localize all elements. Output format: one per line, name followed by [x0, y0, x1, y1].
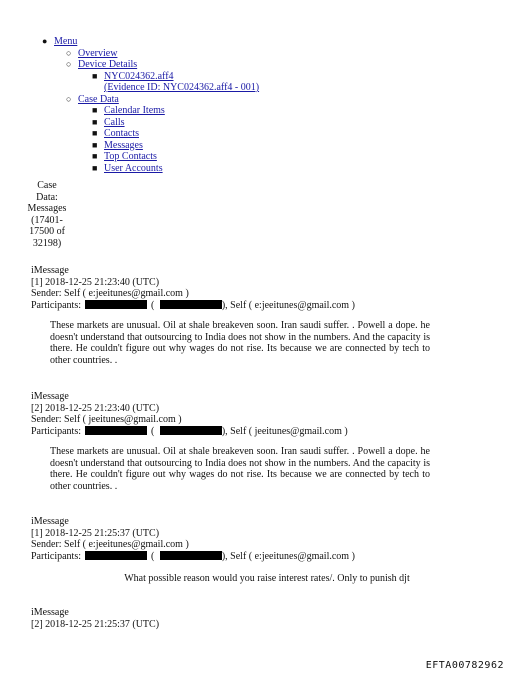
redaction-block — [160, 426, 222, 435]
circle-bullet-icon: ○ — [66, 59, 72, 69]
participants-self: ), Self ( e:jeeitunes@gmail.com ) — [221, 299, 355, 311]
message-participants — [31, 426, 491, 438]
message-type: iMessage — [31, 391, 69, 402]
message-participants — [31, 551, 491, 563]
square-bullet-icon: ■ — [92, 105, 98, 115]
circle-bullet-icon: ○ — [66, 47, 72, 58]
circle-bullet-icon: ○ — [66, 93, 72, 104]
redaction-block — [85, 300, 147, 309]
calls-link[interactable]: Calls — [104, 116, 125, 128]
message-header: [2] 2018-12-25 21:23:40 (UTC) — [31, 402, 160, 414]
messages-link[interactable]: Messages — [104, 139, 143, 151]
nav-top-contacts — [92, 151, 259, 163]
nav-calls — [92, 116, 259, 129]
disc-bullet-icon: ● — [42, 36, 48, 46]
participants-open: ( — [151, 299, 155, 311]
message-sender: Sender: Self ( e:jeeitunes@gmail.com ) — [31, 288, 189, 299]
document-id: EFTA00782962 — [425, 660, 504, 671]
nav-device-details — [66, 59, 260, 94]
square-bullet-icon: ■ — [92, 128, 98, 138]
evidence-id: (Evidence ID: NYC024362.aff4 - 001) — [104, 82, 260, 93]
nav-device-file — [92, 70, 260, 94]
square-bullet-icon: ■ — [92, 162, 98, 173]
square-bullet-icon: ■ — [92, 151, 98, 161]
nav-menu — [42, 36, 260, 174]
message-body: What possible reason would you raise interest rates/. Only to punish djt — [124, 573, 410, 584]
message-header: [1] 2018-12-25 21:25:37 (UTC) — [31, 527, 160, 539]
overview-link[interactable]: Overview — [78, 47, 118, 59]
device-file-link[interactable] — [104, 71, 259, 94]
case-label-line: 17500 of — [29, 226, 65, 238]
redaction-block — [85, 426, 147, 435]
message-entry — [31, 607, 491, 630]
contacts-link[interactable]: Contacts — [104, 128, 139, 139]
nav-overview — [66, 47, 259, 60]
message-sender: Sender: Self ( jeeitunes@gmail.com ) — [31, 414, 182, 425]
nav-tree — [42, 36, 260, 174]
user-accounts-link[interactable]: User Accounts — [104, 162, 163, 174]
nav-messages — [92, 139, 259, 152]
message-type: iMessage — [31, 516, 69, 527]
participants-open: ( — [151, 550, 155, 562]
nav-user-accounts — [92, 162, 259, 175]
nav-calendar-items — [92, 105, 259, 117]
case-label-line: (17401- — [31, 214, 63, 226]
message-type: iMessage — [31, 265, 69, 276]
message-header: [1] 2018-12-25 21:23:40 (UTC) — [31, 276, 160, 288]
case-data-range-label — [26, 180, 68, 250]
square-bullet-icon: ■ — [92, 116, 98, 127]
redaction-block — [160, 300, 222, 309]
calendar-items-link[interactable]: Calendar Items — [104, 105, 165, 116]
participants-label: Participants: — [31, 425, 81, 437]
case-data-link[interactable]: Case Data — [78, 93, 119, 105]
message-body: These markets are unusual. Oil at shale breakeven soon. Iran saudi suffer. . Powell a dope. he doesn't understand that outsourcing to India does not show in the numbers. And the capacity is there. He couldn't figure out why wages do not rise. Its because we are connected by tech to other countries. . — [50, 446, 430, 492]
menu-link[interactable]: Menu — [54, 36, 78, 47]
message-participants — [31, 300, 491, 312]
message-body: These markets are unusual. Oil at shale breakeven soon. Iran saudi suffer. . Powell a dope. he doesn't understand that outsourcing to India does not show in the numbers. And the capacity is there. He couldn't figure out why wages do not rise. Its because we are connected by tech to other countries. . — [50, 320, 430, 366]
redaction-block — [160, 551, 222, 560]
message-type: iMessage — [31, 607, 69, 618]
message-entry — [31, 391, 491, 492]
message-entry — [31, 516, 491, 585]
message-sender: Sender: Self ( e:jeeitunes@gmail.com ) — [31, 539, 189, 550]
device-file-name: NYC024362.aff4 — [104, 70, 174, 82]
device-details-link[interactable]: Device Details — [78, 59, 138, 70]
case-label-line: Data: — [36, 191, 58, 203]
participants-open: ( — [151, 425, 155, 437]
nav-case-data — [66, 93, 259, 175]
redaction-block — [85, 551, 147, 560]
participants-self: ), Self ( jeeitunes@gmail.com ) — [221, 425, 348, 437]
square-bullet-icon: ■ — [92, 139, 98, 150]
participants-self: ), Self ( e:jeeitunes@gmail.com ) — [221, 550, 355, 562]
message-header: [2] 2018-12-25 21:25:37 (UTC) — [31, 618, 160, 630]
message-entry — [31, 265, 491, 366]
square-bullet-icon: ■ — [92, 70, 98, 81]
case-label-line: Messages — [27, 203, 67, 215]
participants-label: Participants: — [31, 299, 81, 311]
case-label-line: Case — [37, 180, 57, 191]
nav-contacts — [92, 128, 259, 140]
top-contacts-link[interactable]: Top Contacts — [104, 151, 157, 162]
participants-label: Participants: — [31, 550, 81, 562]
case-label-line: 32198) — [32, 237, 62, 249]
